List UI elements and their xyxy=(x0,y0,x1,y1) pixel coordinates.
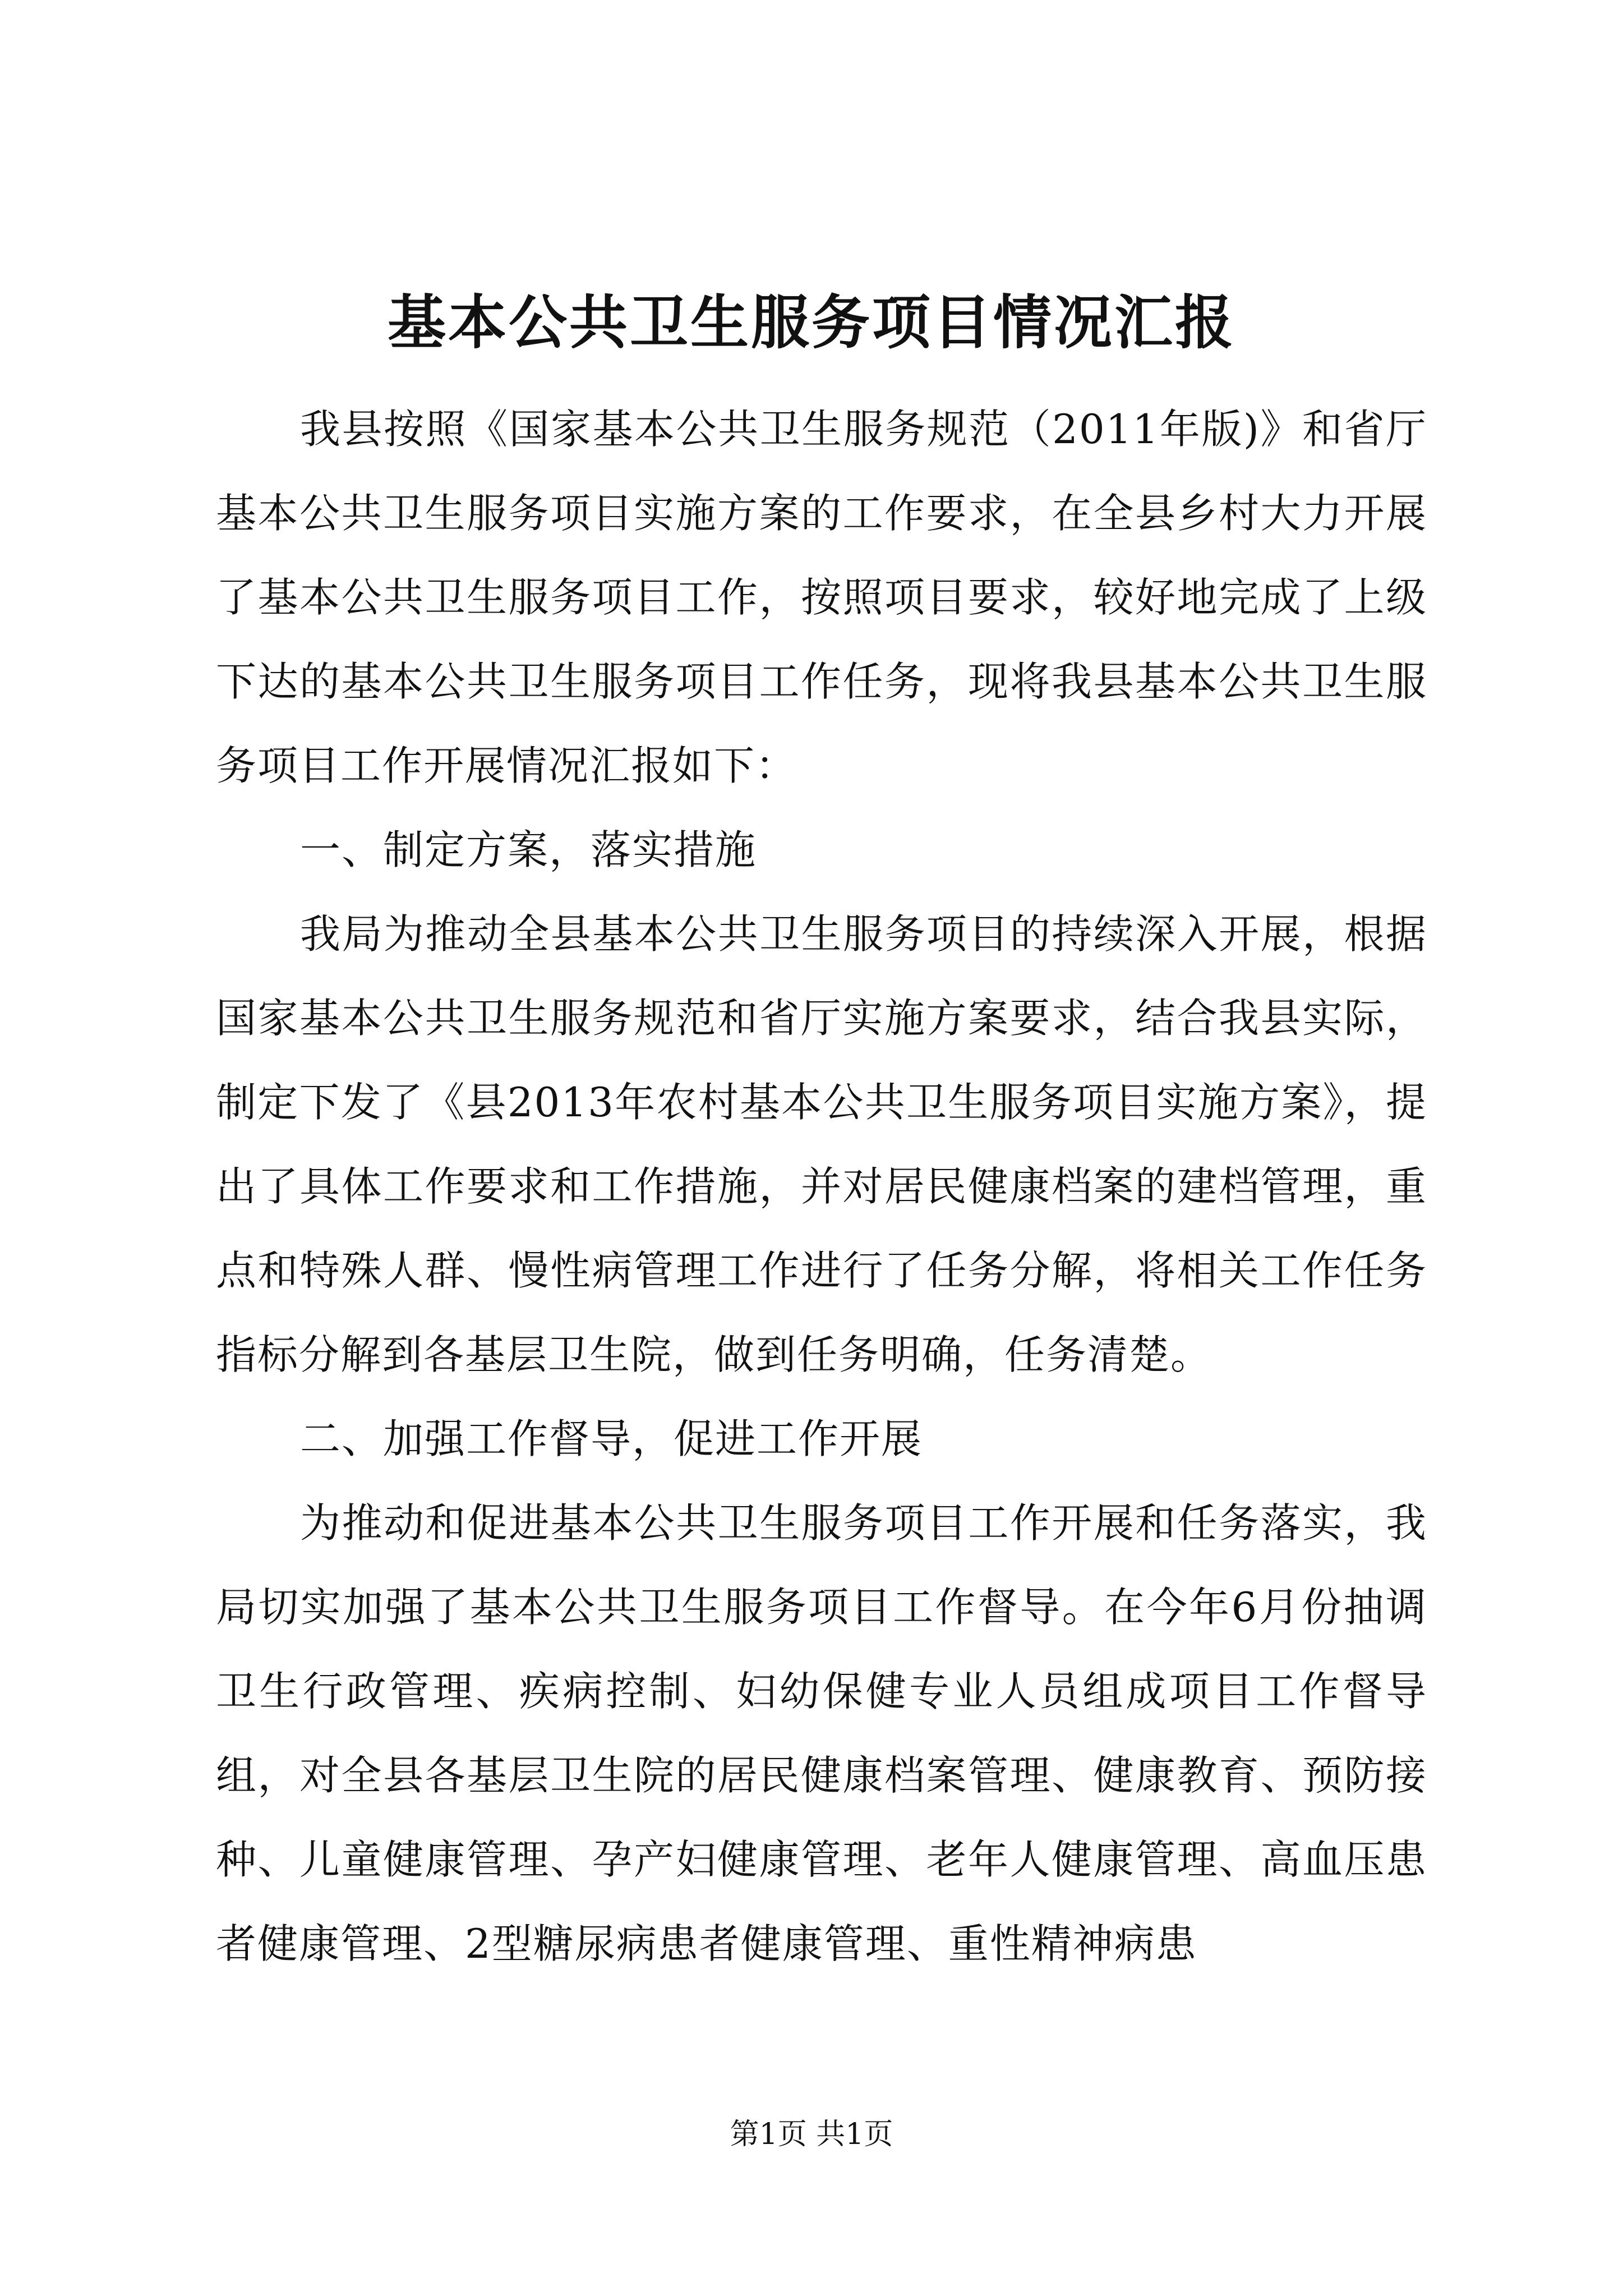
intro-paragraph: 我县按照《国家基本公共卫生服务规范（2011年版)》和省厅基本公共卫生服务项目实施方案的工作要求，在全县乡村大力开展了基本公共卫生服务项目工作，按照项目要求，较好地完成了上级下达的基本公共卫生服务项目工作任务，现将我县基本公共卫生服务项目工作开展情况汇报如下： xyxy=(216,406,1427,789)
document-body xyxy=(216,387,1427,1986)
document-title: 基本公共卫生服务项目情况汇报 xyxy=(387,288,1235,357)
section-heading-2: 二、加强工作督导，促进工作开展 xyxy=(300,1415,923,1462)
page-number-footer: 第1页 共1页 xyxy=(730,2118,893,2151)
section-2-paragraph: 为推动和促进基本公共卫生服务项目工作开展和任务落实，我局切实加强了基本公共卫生服务项目工作督导。在今年6月份抽调卫生行政管理、疾病控制、妇幼保健专业人员组成项目工作督导组，对全县各基层卫生院的居民健康档案管理、健康教育、预防接种、儿童健康管理、孕产妇健康管理、老年人健康管理、高血压患者健康管理、2型糖尿病患者健康管理、重性精神病患 xyxy=(216,1499,1427,1967)
section-heading-1: 一、制定方案，落实措施 xyxy=(300,826,757,873)
section-1-paragraph: 我局为推动全县基本公共卫生服务项目的持续深入开展，根据国家基本公共卫生服务规范和省厅实施方案要求，结合我县实际，制定下发了《县2013年农村基本公共卫生服务项目实施方案》，提出了具体工作要求和工作措施，并对居民健康档案的建档管理，重点和特殊人群、慢性病管理工作进行了任务分解，将相关工作任务指标分解到各基层卫生院，做到任务明确，任务清楚。 xyxy=(216,910,1427,1378)
